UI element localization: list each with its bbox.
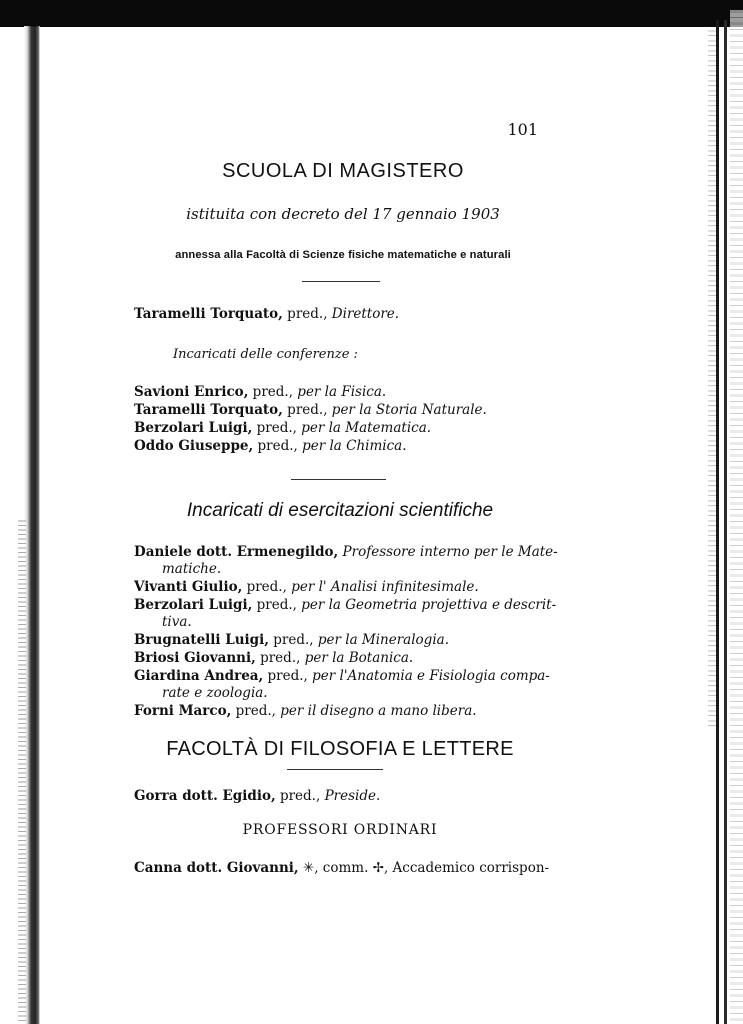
person-role: per l'Anatomia e Fisiologia compa-: [312, 668, 550, 684]
person-title: pred.,: [248, 384, 298, 400]
line-continuation: matiche.: [162, 561, 222, 577]
person-name: Oddo Giuseppe,: [134, 438, 254, 454]
person-title: pred.,: [282, 402, 332, 418]
director-entry: [134, 306, 399, 323]
conferences-label: Incaricati delle conferenze :: [173, 347, 358, 362]
person-name: Giardina Andrea,: [134, 668, 264, 684]
person-name: Gorra dott. Egidio,: [134, 788, 276, 804]
person-role: Direttore.: [331, 306, 400, 322]
scan-right-outer: [730, 10, 743, 1024]
person-title: pred.,: [263, 668, 313, 684]
section-title: PROFESSORI ORDINARI: [242, 822, 438, 838]
person-title: pred.,: [253, 438, 303, 454]
person-role: per la Matematica.: [301, 420, 432, 436]
person-title: pred.,: [242, 579, 292, 595]
scan-left-speckle: [18, 520, 26, 1024]
list-item: [134, 402, 487, 419]
list-item: [134, 650, 413, 667]
person-role: per la Geometria projettiva e descrit-: [301, 597, 557, 613]
school-subtitle: istituita con decreto del 17 gennaio 1903: [186, 205, 500, 223]
person-title: pred.,: [282, 306, 332, 322]
list-item: [134, 703, 477, 720]
person-name: Daniele dott. Ermenegildo,: [134, 544, 339, 560]
list-item: [134, 668, 550, 685]
person-name: Canna dott. Giovanni,: [134, 860, 299, 876]
person-role: per la Chimica.: [302, 438, 407, 454]
person-title: pred.,: [252, 420, 302, 436]
line-continuation: rate e zoologia.: [162, 685, 268, 701]
scan-right-edge: [716, 20, 719, 1024]
faculty-title: FACOLTÀ DI FILOSOFIA E LETTERE: [166, 738, 514, 760]
list-item: [134, 420, 431, 437]
line-continuation: tiva.: [162, 614, 192, 630]
list-item: [134, 579, 479, 596]
person-title: pred.,: [275, 788, 325, 804]
person-title: pred.,: [255, 650, 305, 666]
person-name: Taramelli Torquato,: [134, 306, 283, 322]
person-name: Vivanti Giulio,: [134, 579, 243, 595]
exercises-title: Incaricati di esercitazioni scientifiche: [186, 500, 494, 521]
person-title: ✳, comm. ✢, Accademico corrispon-: [298, 860, 550, 876]
annex-note: annessa alla Facoltà di Scienze fisiche matematiche e naturali: [175, 249, 511, 261]
person-name: Berzolari Luigi,: [134, 420, 253, 436]
list-item: [134, 544, 558, 561]
person-role: per la Botanica.: [304, 650, 414, 666]
page-number: 101: [507, 120, 538, 139]
list-item: [134, 860, 549, 877]
school-title: SCUOLA DI MAGISTERO: [222, 160, 464, 182]
divider-rule: [302, 281, 380, 282]
scan-right-edge: [724, 20, 727, 1024]
divider-rule: [287, 769, 383, 770]
person-title: pred.,: [268, 632, 318, 648]
list-item: [134, 632, 449, 649]
person-role: per il disegno a mano libera.: [280, 703, 477, 719]
list-item: [134, 384, 386, 401]
person-title: pred.,: [231, 703, 281, 719]
dean-entry: [134, 788, 380, 805]
person-name: Taramelli Torquato,: [134, 402, 283, 418]
person-role: Preside.: [324, 788, 381, 804]
person-name: Savioni Enrico,: [134, 384, 249, 400]
person-name: Brugnatelli Luigi,: [134, 632, 269, 648]
person-role: Professore interno per le Mate-: [342, 544, 558, 560]
person-name: Briosi Giovanni,: [134, 650, 256, 666]
person-role: per la Mineralogia.: [317, 632, 449, 648]
list-item: [134, 597, 556, 614]
list-item: [134, 438, 407, 455]
person-name: Forni Marco,: [134, 703, 232, 719]
person-role: per la Storia Naturale.: [331, 402, 487, 418]
person-role: per la Fisica.: [297, 384, 387, 400]
person-title: pred.,: [252, 597, 302, 613]
person-role: per l' Analisi infinitesimale.: [291, 579, 479, 595]
divider-rule: [291, 479, 386, 480]
scan-top-band: [0, 0, 743, 27]
scan-right-speckle: [708, 30, 716, 730]
person-name: Berzolari Luigi,: [134, 597, 253, 613]
